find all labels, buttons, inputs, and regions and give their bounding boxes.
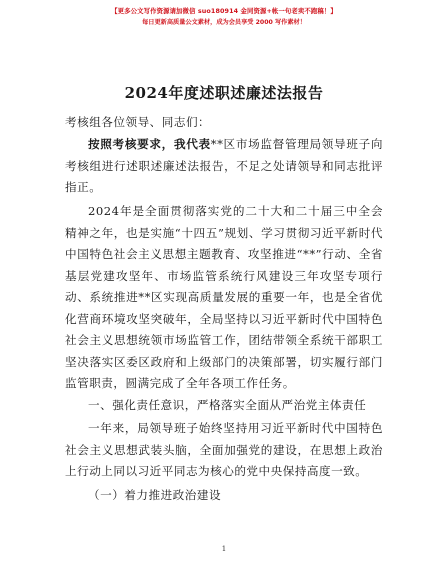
section-1-heading: 一、强化责任意识，严格落实全面从严治党主体责任	[88, 398, 367, 412]
document-title: 2024年度述职述廉述法报告	[124, 84, 324, 102]
promo-banner-line-2: 每日更新高质量公文素材，成为会员享受 2000 写作素材！	[142, 19, 306, 26]
section-1-paragraph: 一年来，局领导班子始终坚持用习近平新时代中国特色社会主义思想武装头脑，全面加强党的建设，在思想上政治上行动上同以习近平同志为核心的党中央保持高度一致。	[65, 421, 383, 478]
intro-paragraph	[65, 134, 383, 199]
promo-banner	[0, 6, 448, 28]
page-number: 1	[221, 545, 227, 553]
intro-rest: **区市场监督管理局领导班子向考核组进行述职述廉述法报告，不足之处请领导和同志批评指正。	[65, 137, 383, 194]
intro-lead: 按照考核要求，我代表	[88, 137, 211, 151]
subsection-1-heading: （一）着力推进政治建设	[88, 488, 222, 502]
promo-banner-line-1: 【更多公文写作资源请加微信 suo180914 金同资源+帐一句老卖不跑稿！】	[111, 7, 337, 15]
salutation: 考核组各位领导、同志们：	[65, 115, 211, 129]
overview-paragraph: 2024年是全面贯彻落实党的二十大和二十届三中全会精神之年，也是实施“十四五”规划、学习贯彻习近平新时代中国特色社会主义思想主题教育、攻坚推进“**”行动、全省基层党建攻坚年、市场监管系统行风建设三年攻坚专项行动、系统推进**区实现高质量发展的重要一年，也是全省优化营商环境攻坚突破年，全局坚持以习近平新时代中国特色社会主义思想统领市场监管工作，团结带领全系统干部职工坚决落实区委区政府和上级部门的决策部署，切实履行部门监管职责，圆满完成了全年各项工作任务。	[65, 204, 383, 390]
